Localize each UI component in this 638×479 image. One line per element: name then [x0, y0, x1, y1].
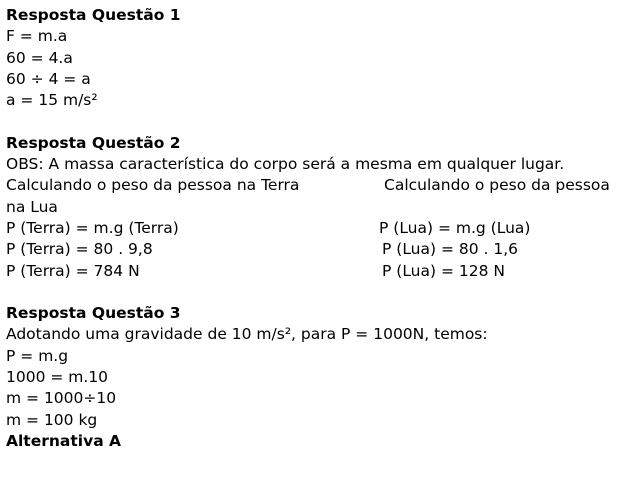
- moon-line: P (Lua) = 80 . 1,6: [382, 240, 519, 259]
- q1-line: 60 = 4.a: [6, 48, 73, 67]
- q3-line: Adotando uma gravidade de 10 m/s², para P = 1000N, temos:: [6, 325, 488, 344]
- earth-line: P (Terra) = m.g (Terra): [6, 218, 179, 237]
- q3-line: m = 1000÷10: [6, 389, 117, 408]
- q2-calc-row: [6, 218, 632, 239]
- q3-heading: Resposta Questão 3: [6, 304, 181, 323]
- q1-line: 60 ÷ 4 = a: [6, 69, 91, 88]
- q2-obs: OBS: A massa característica do corpo será a mesma em qualquer lugar.: [6, 155, 565, 174]
- q1-line: a = 15 m/s²: [6, 91, 98, 110]
- q1-line: F = m.a: [6, 27, 68, 46]
- q2-calc-row: [6, 239, 632, 260]
- q3-line: P = m.g: [6, 346, 69, 365]
- q3-answer: Alternativa A: [6, 431, 122, 450]
- moon-title: Calculando o peso da pessoa: [384, 176, 610, 195]
- section-spacer: [6, 111, 632, 132]
- section-spacer: [6, 282, 632, 303]
- q2-heading: Resposta Questão 2: [6, 133, 181, 152]
- moon-title-continued: na Lua: [6, 197, 58, 216]
- earth-line: P (Terra) = 80 . 9,8: [6, 240, 153, 259]
- q3-line: 1000 = m.10: [6, 368, 109, 387]
- q1-heading: Resposta Questão 1: [6, 6, 181, 24]
- q3-line: m = 100 kg: [6, 410, 98, 429]
- earth-title: Calculando o peso da pessoa na Terra: [6, 176, 300, 195]
- answer-document: [6, 5, 632, 452]
- q2-calc-row: [6, 261, 632, 282]
- q2-titles-row: [6, 175, 632, 196]
- moon-line: P (Lua) = 128 N: [382, 261, 506, 280]
- moon-line: P (Lua) = m.g (Lua): [379, 218, 531, 237]
- earth-line: P (Terra) = 784 N: [6, 261, 140, 280]
